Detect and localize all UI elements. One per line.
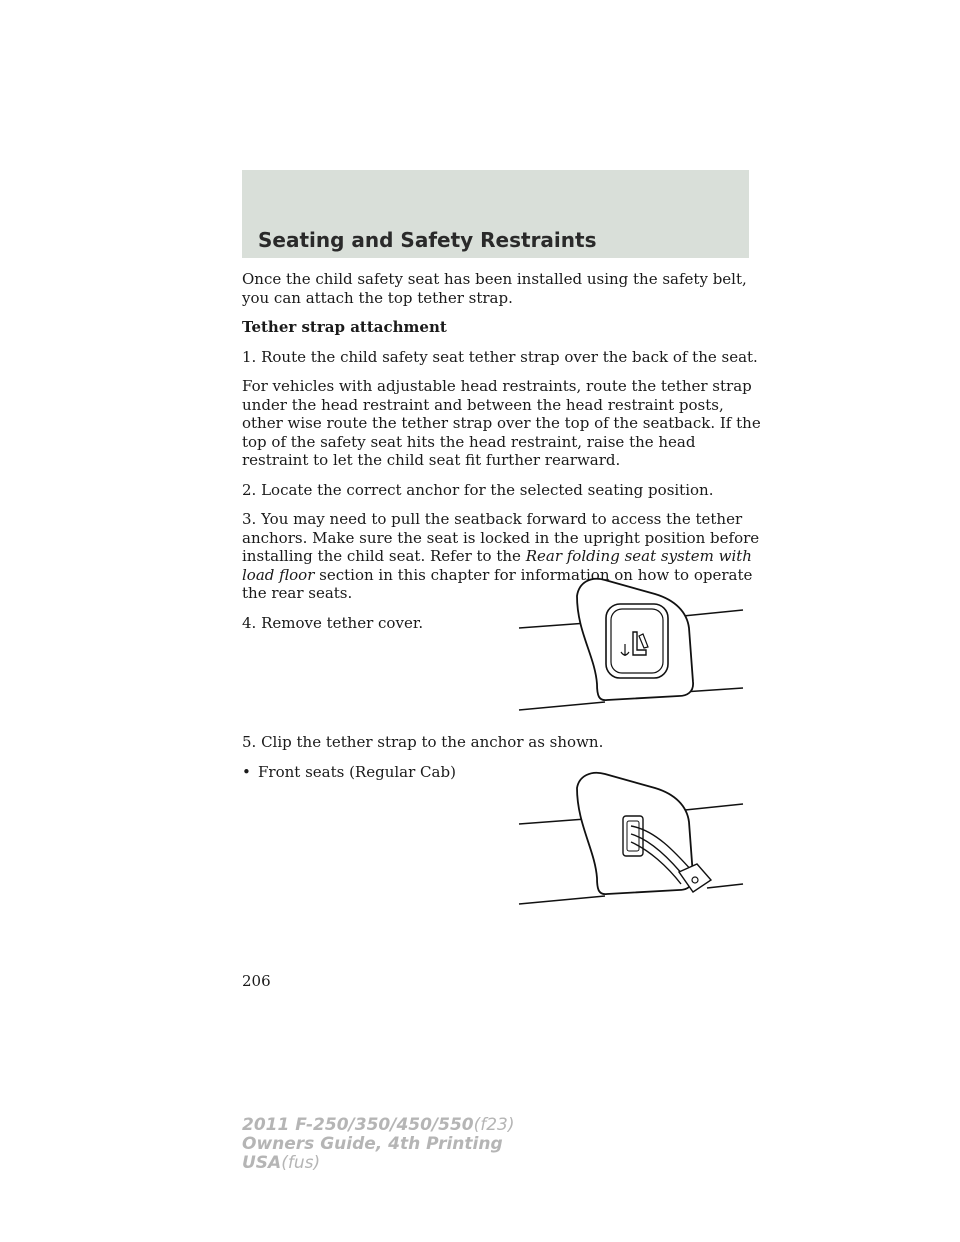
bullet-front-seats-text: Front seats (Regular Cab): [258, 762, 456, 781]
document-footer: [242, 1116, 515, 1173]
step-1: 1. Route the child safety seat tether strap over the back of the seat.: [242, 347, 758, 366]
tether-anchor-figure: [515, 768, 747, 910]
footer-line-3: [242, 1154, 515, 1173]
step-1-note: For vehicles with adjustable head restraints, route the tether strap under the head restraint and between the head restraint posts, other wise route the tether strap over the top of the seatback. If the top of the safety seat hits the head restraint, raise the head restraint to let the child seat fit further rearward.: [242, 377, 761, 469]
intro-paragraph: Once the child safety seat has been installed using the safety belt, you can attach the top tether strap.: [242, 270, 747, 307]
footer-model-code: (f23): [473, 1115, 515, 1135]
bullet-dot: •: [242, 762, 251, 781]
footer-line-2: Owners Guide, 4th Printing: [242, 1134, 503, 1154]
page-number: 206: [242, 972, 271, 990]
step-3-text-before: 3. You may need to pull the seatback forward to access the tether anchors. Make sure the seat is locked in the upright position before installing the child seat. Refer to the: [242, 510, 760, 565]
footer-line-1: [242, 1116, 515, 1135]
step-3-reference: Rear folding seat system with load floor: [242, 547, 752, 584]
step-3-text-after: section in this chapter for information on how to operate the rear seats.: [242, 565, 753, 602]
step-5: 5. Clip the tether strap to the anchor as shown.: [242, 733, 604, 751]
tether-cover-icon: [606, 604, 668, 678]
subheading-tether-strap: Tether strap attachment: [242, 318, 447, 336]
section-title: Seating and Safety Restraints: [258, 228, 597, 252]
step-2: 2. Locate the correct anchor for the selected seating position.: [242, 480, 714, 499]
tether-cover-figure: [515, 572, 747, 717]
footer-market: USA: [242, 1153, 282, 1173]
footer-model: 2011 F-250/350/450/550: [242, 1115, 474, 1135]
footer-market-code: (fus): [281, 1153, 321, 1173]
step-4: 4. Remove tether cover.: [242, 613, 424, 632]
